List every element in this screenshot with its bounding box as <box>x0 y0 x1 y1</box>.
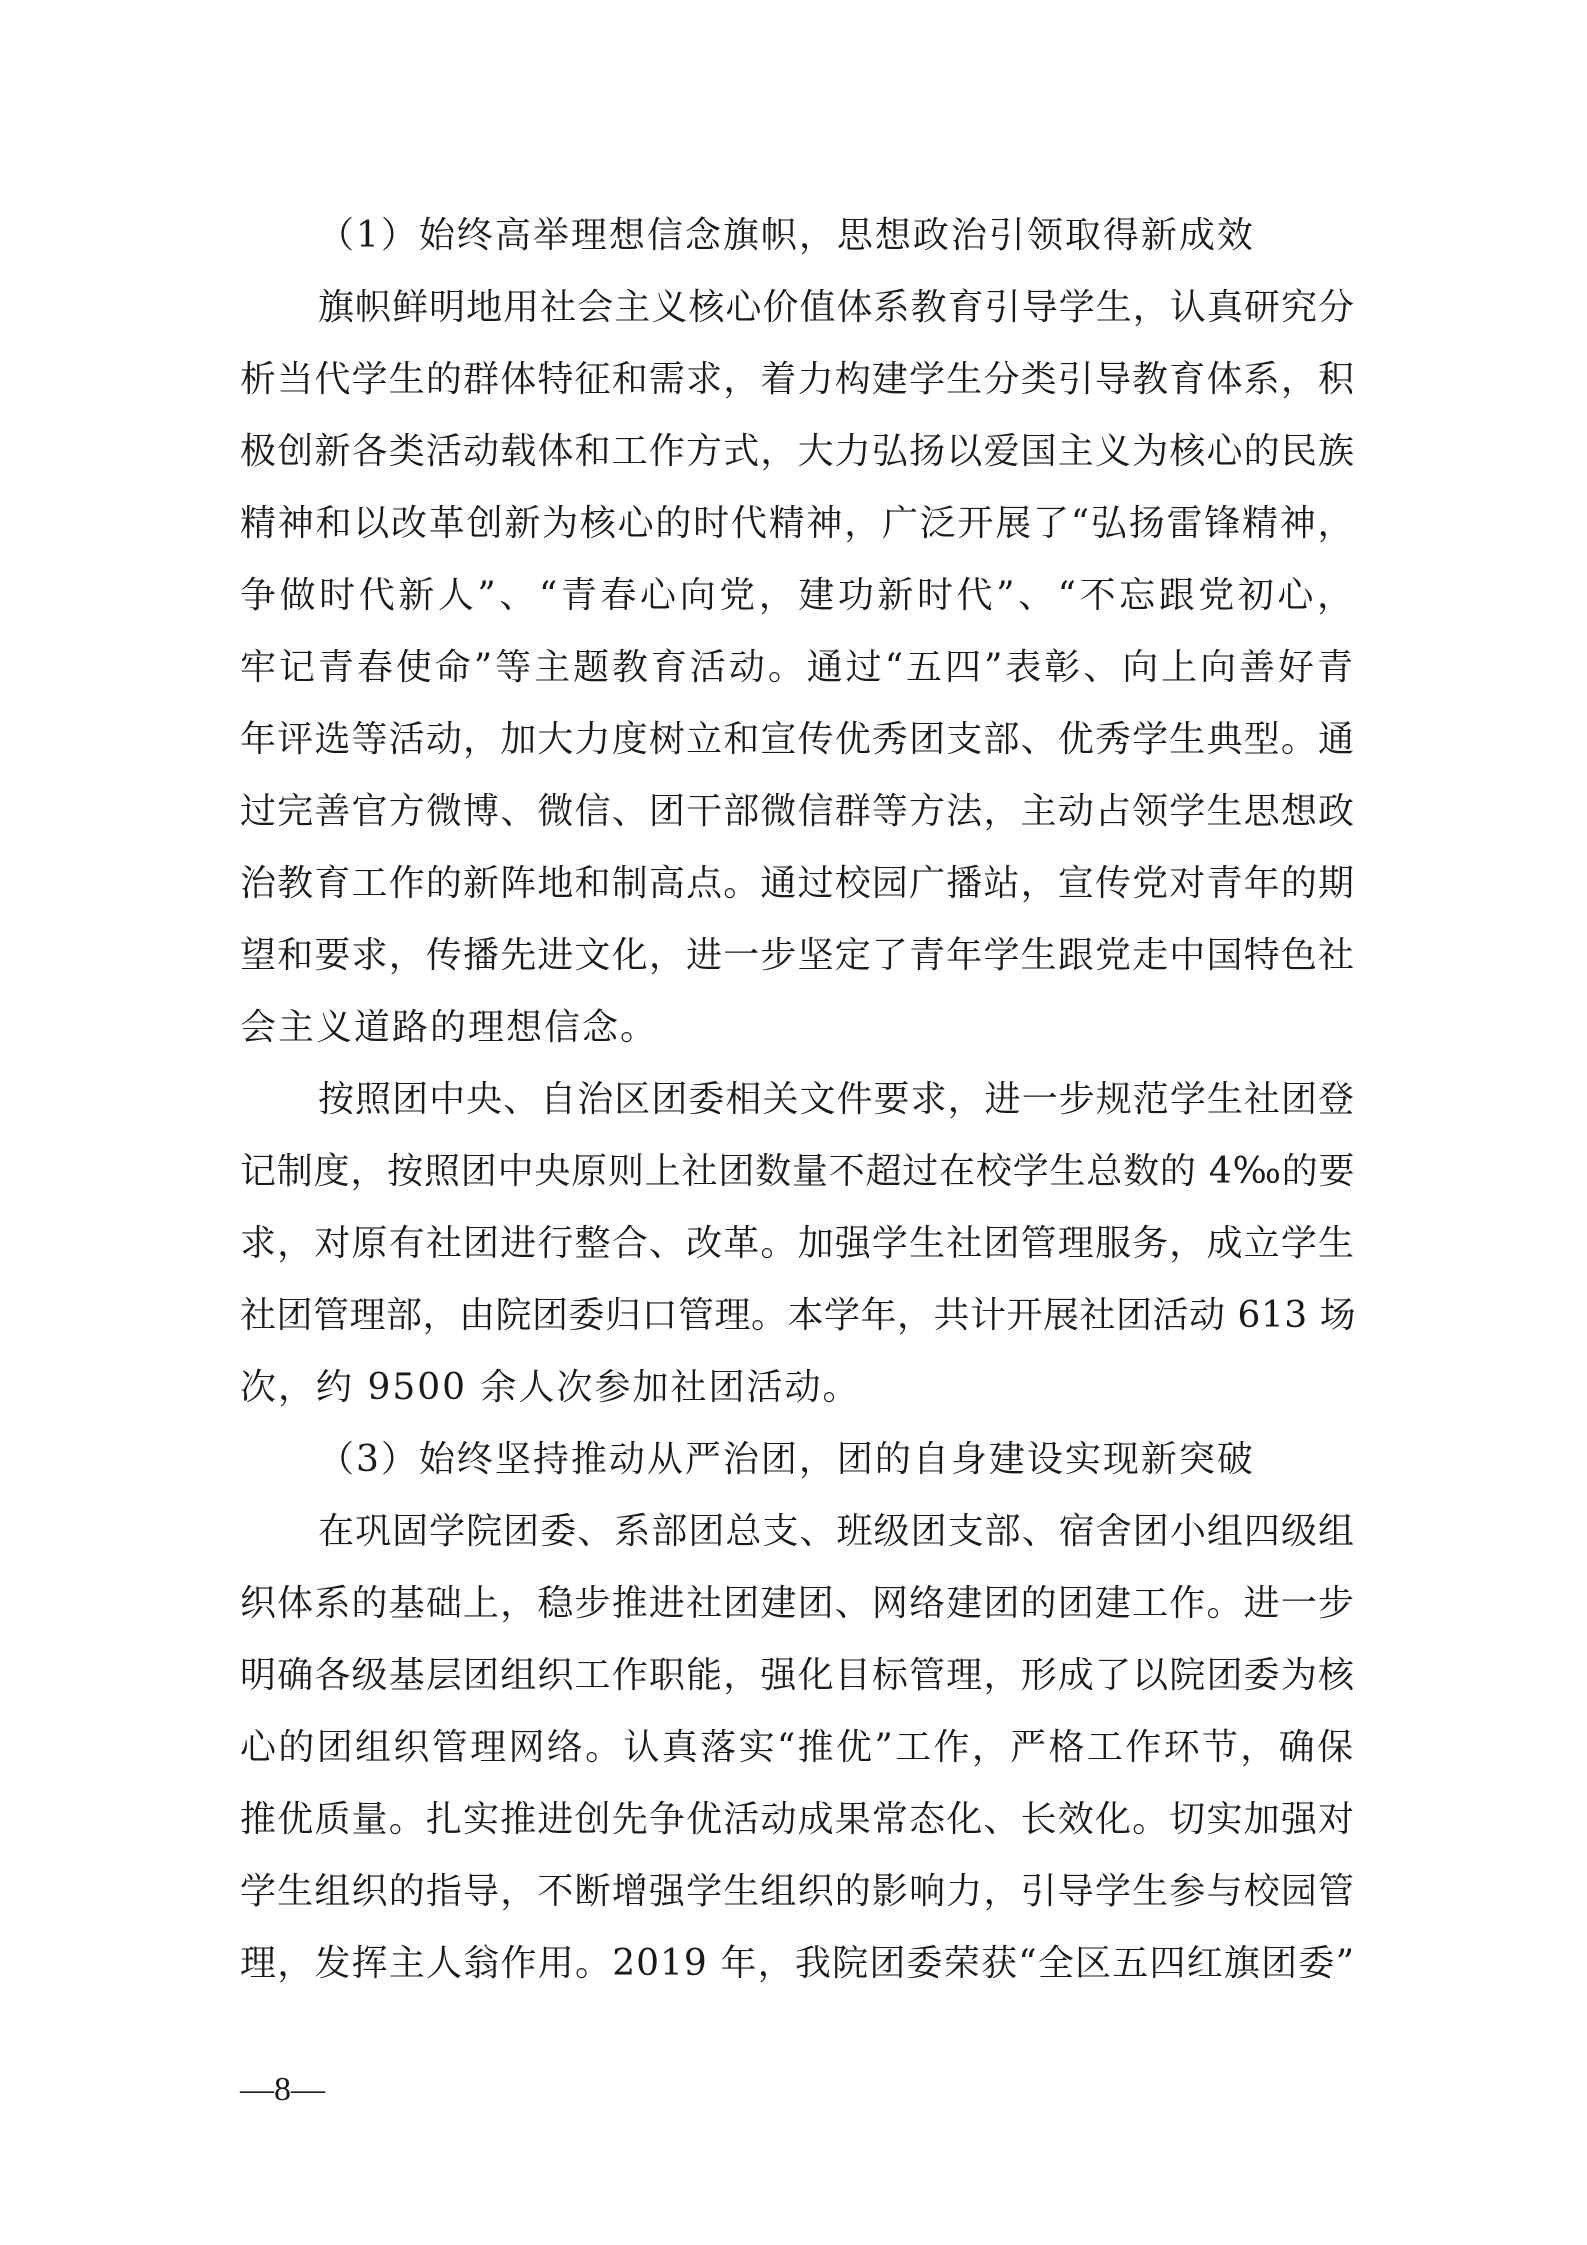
paragraph-3-line: 理，发挥主人翁作用。2019 年，我院团委荣获“全区五四红旗团委” <box>240 1943 1355 1984</box>
paragraph-3-line: 学生组织的指导，不断增强学生组织的影响力，引导学生参与校园管 <box>240 1871 1355 1912</box>
paragraph-3-line: 推优质量。扎实推进创先争优活动成果常态化、长效化。切实加强对 <box>240 1799 1355 1840</box>
paragraph-2-line: 记制度，按照团中央原则上社团数量不超过在校学生总数的 4‰的要 <box>240 1151 1355 1192</box>
section-heading-3: （3）始终坚持推动从严治团，团的自身建设实现新突破 <box>318 1439 1255 1480</box>
paragraph-1-line: 年评选等活动，加大力度树立和宣传优秀团支部、优秀学生典型。通 <box>240 719 1355 760</box>
paragraph-1-line: 望和要求，传播先进文化，进一步坚定了青年学生跟党走中国特色社 <box>240 935 1355 976</box>
section-heading-1: （1）始终高举理想信念旗帜，思想政治引领取得新成效 <box>318 215 1255 256</box>
paragraph-2-line: 次，约 9500 余人次参加社团活动。 <box>240 1367 861 1408</box>
paragraph-3-line: 心的团组织管理网络。认真落实“推优”工作，严格工作环节，确保 <box>240 1727 1355 1768</box>
paragraph-1-line: 极创新各类活动载体和工作方式，大力弘扬以爱国主义为核心的民族 <box>240 431 1355 472</box>
paragraph-3-line: 明确各级基层团组织工作职能，强化目标管理，形成了以院团委为核 <box>240 1655 1355 1696</box>
page-number: —8— <box>240 2071 325 2108</box>
paragraph-1-line: 争做时代新人”、“青春心向党，建功新时代”、“不忘跟党初心， <box>240 575 1355 616</box>
paragraph-2-line: 社团管理部，由院团委归口管理。本学年，共计开展社团活动 613 场 <box>240 1295 1357 1336</box>
paragraph-2-line: 求，对原有社团进行整合、改革。加强学生社团管理服务，成立学生 <box>240 1223 1355 1264</box>
paragraph-1-line: 旗帜鲜明地用社会主义核心价值体系教育引导学生，认真研究分 <box>318 287 1355 328</box>
paragraph-3-line: 在巩固学院团委、系部团总支、班级团支部、宿舍团小组四级组 <box>318 1511 1355 1552</box>
paragraph-1-line: 会主义道路的理想信念。 <box>240 1007 659 1048</box>
paragraph-1-line: 治教育工作的新阵地和制高点。通过校园广播站，宣传党对青年的期 <box>240 863 1355 904</box>
paragraph-1-line: 析当代学生的群体特征和需求，着力构建学生分类引导教育体系，积 <box>240 359 1355 400</box>
paragraph-1-line: 牢记青春使命”等主题教育活动。通过“五四”表彰、向上向善好青 <box>240 647 1355 688</box>
paragraph-1-line: 过完善官方微博、微信、团干部微信群等方法，主动占领学生思想政 <box>240 791 1355 832</box>
paragraph-2-line: 按照团中央、自治区团委相关文件要求，进一步规范学生社团登 <box>318 1079 1355 1120</box>
paragraph-1-line: 精神和以改革创新为核心的时代精神，广泛开展了“弘扬雷锋精神， <box>240 503 1355 544</box>
paragraph-3-line: 织体系的基础上，稳步推进社团建团、网络建团的团建工作。进一步 <box>240 1583 1355 1624</box>
